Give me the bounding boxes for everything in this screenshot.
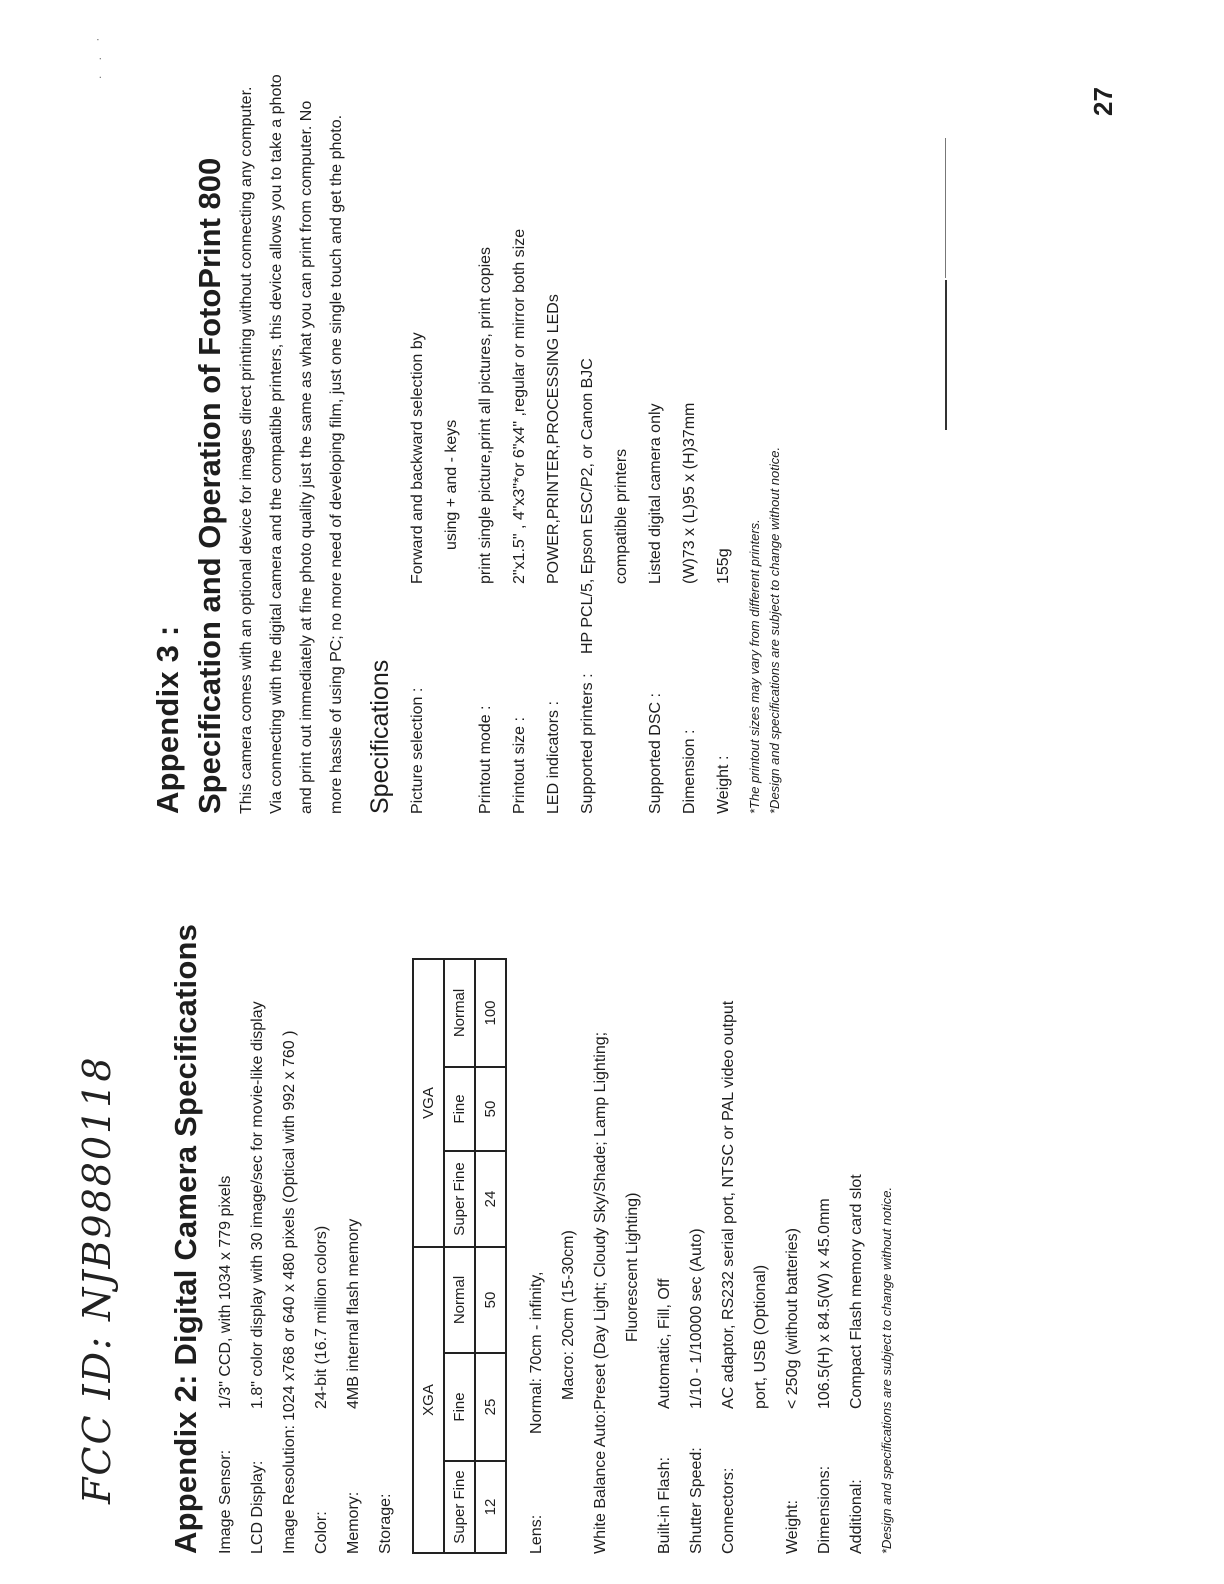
spec-label: Picture selection :: [409, 687, 426, 814]
spec-label: Supported DSC :: [647, 693, 664, 814]
spec-label: Image Sensor:: [217, 1449, 234, 1554]
spec-value: Compact Flash memory card slot: [848, 1174, 865, 1409]
spec-value: Automatic, Fill, Off: [656, 1278, 673, 1409]
spec-value: 2"x1.5" , 4"x3"*or 6"x4" ,regular or mirror both size: [511, 228, 528, 584]
spec-label: Color:: [313, 1511, 330, 1554]
spec-label: [435, 584, 469, 814]
spec-value: 24-bit (16.7 million colors): [313, 1225, 330, 1409]
spec-value: Preset (Day Light; Cloudy Sky/Shade; Lamp Lighting;: [592, 1031, 609, 1410]
spec-row: [306, 834, 338, 1554]
spec-label: Storage:: [377, 1493, 394, 1554]
spec-row: [338, 834, 370, 1554]
spec-value: HP PCL/5, Epson ESC/P2, or Canon BJC: [579, 358, 596, 654]
spec-label: Built-in Flash:: [656, 1457, 673, 1554]
footnote: *Design and specifications are subject to change without notice.: [767, 446, 782, 814]
appendix-3-subtitle: Specification and Operation of FotoPrint 800: [192, 157, 227, 814]
disclaimer-note: *Design and specifications are subject to change without notice.: [879, 1186, 894, 1554]
spec-row: [713, 834, 745, 1554]
spec-label: LCD Display:: [249, 1460, 266, 1554]
spec-value: AC adaptor, RS232 serial port, NTSC or PAL video output: [720, 1000, 737, 1409]
spec-value: Forward and backward selection by: [409, 332, 426, 584]
spec-label: Additional:: [848, 1479, 865, 1554]
spec-row: [841, 834, 873, 1554]
spec-label: Supported printers :: [579, 673, 596, 814]
spec-row-white-balance: [617, 834, 649, 1554]
spec-label: LED indicators :: [545, 701, 562, 814]
table-header-cell: Fine: [444, 1067, 475, 1151]
spec-row: [745, 834, 777, 1554]
spec-value: 1/3" CCD, with 1034 x 779 pixels: [217, 1175, 234, 1409]
spec-label: Shutter Speed:: [688, 1447, 705, 1554]
spec-value: compatible printers: [613, 448, 630, 584]
spec-row: [370, 834, 402, 1554]
spec-label: White Balance Auto:: [592, 1409, 609, 1554]
spec-value: 106.5(H) x 84.5(W) x 45.0mm: [816, 1198, 833, 1409]
table-header-cell: Normal: [444, 1247, 475, 1353]
spec-label: Weight:: [784, 1500, 801, 1554]
spec-row: [469, 74, 503, 814]
specifications-heading: Specifications: [366, 659, 394, 814]
spec-label: Memory:: [345, 1491, 362, 1554]
spec-label: Printout size :: [511, 717, 528, 814]
spec-row: [401, 74, 435, 814]
spec-label: [745, 1409, 777, 1554]
table-cell: 12: [475, 1461, 506, 1553]
table-cell: 24: [475, 1151, 506, 1247]
spec-value: Fluorescent Lighting): [624, 1192, 641, 1342]
scan-line: [945, 280, 947, 430]
spec-value: < 250g (without batteries): [784, 1228, 801, 1409]
spec-row: [809, 834, 841, 1554]
spec-label: Lens:: [528, 1514, 545, 1554]
spec-value: Listed digital camera only: [647, 403, 664, 584]
page-number: 27: [1088, 87, 1118, 116]
spec-value: (W)73 x (L)95 x (H)37mm: [681, 402, 698, 584]
table-cell: 50: [475, 1067, 506, 1151]
table-header-cell: Normal: [444, 959, 475, 1067]
spec-label: Weight :: [715, 755, 732, 814]
footnote: *The printout sizes may vary from different printers.: [747, 519, 762, 814]
spec-row: [274, 834, 306, 1554]
appendix-2-section: [168, 834, 897, 1554]
table-group-header: XGA: [413, 1247, 444, 1553]
spec-row-white-balance: [585, 834, 617, 1554]
spec-row: [503, 74, 537, 814]
spec-value: using + and - keys: [443, 419, 460, 550]
spec-value: 1024 x768 or 640 x 480 pixels (Optical with 992 x 760 ): [281, 1030, 298, 1422]
table-header-cell: Super Fine: [444, 1151, 475, 1247]
table-cell: 25: [475, 1353, 506, 1461]
spec-row: [673, 74, 707, 814]
table-cell: 50: [475, 1247, 506, 1353]
spec-value: 1.8" color display with 30 image/sec for movie-like display: [249, 1001, 266, 1409]
appendix-3-title: Appendix 3 :: [150, 625, 185, 814]
spec-value: Macro: 20cm (15-30cm): [560, 1230, 577, 1400]
spec-label: [605, 584, 639, 814]
spec-row: [681, 834, 713, 1554]
spec-row: [537, 74, 571, 814]
scan-line: [945, 138, 946, 278]
table-cell: 100: [475, 959, 506, 1067]
spec-row: [707, 74, 741, 814]
spec-row: [435, 74, 469, 814]
table-group-header: VGA: [413, 959, 444, 1247]
spec-value: POWER,PRINTER,PROCESSING LEDs: [545, 294, 562, 584]
table-header-cell: Super Fine: [444, 1461, 475, 1553]
spec-value: port, USB (Optional): [752, 1264, 769, 1409]
spec-value: [370, 834, 402, 1409]
spec-value: 1/10 - 1/10000 sec (Auto): [688, 1228, 705, 1409]
appendix-2-title: Appendix 2: Digital Camera Specifications: [168, 923, 203, 1554]
spec-label: Dimension :: [681, 729, 698, 814]
spec-row: [605, 74, 639, 814]
spec-row-lens: [521, 834, 553, 1554]
description-paragraph: This camera comes with an optional device for images direct printing without connecting any computer. Via connecting with the digital camera and the compatible printers, this device allows you to take a photo and print out immediately at fine photo quality just the same as what you can print from computer. No more hassle of using PC; no more need of developing film, just one single touch and get the photo.: [238, 74, 345, 814]
spec-row: [649, 834, 681, 1554]
spec-row-lens: [553, 834, 585, 1554]
spec-label: Printout mode :: [477, 705, 494, 814]
spec-row: [210, 834, 242, 1554]
handwritten-fcc-id: FCC ID: NJB9880118: [75, 1055, 119, 1504]
table-header-cell: Fine: [444, 1353, 475, 1461]
spec-label: Image Resolution:: [281, 1425, 298, 1554]
spec-row: [242, 834, 274, 1554]
appendix-3-section: [150, 74, 785, 814]
spec-value: 4MB internal flash memory: [345, 1218, 362, 1409]
spec-value: Normal: 70cm - infinity,: [528, 1271, 545, 1434]
spec-label: Dimensions:: [816, 1465, 833, 1554]
spec-row: [639, 74, 673, 814]
storage-table: [412, 958, 507, 1554]
scan-specks: . . ·: [90, 31, 104, 79]
spec-row: [777, 834, 809, 1554]
spec-value: print single picture,print all pictures, print copies: [477, 246, 494, 584]
spec-row: [571, 74, 605, 814]
spec-label: Connectors:: [720, 1467, 737, 1554]
spec-value: 155g: [715, 548, 732, 584]
